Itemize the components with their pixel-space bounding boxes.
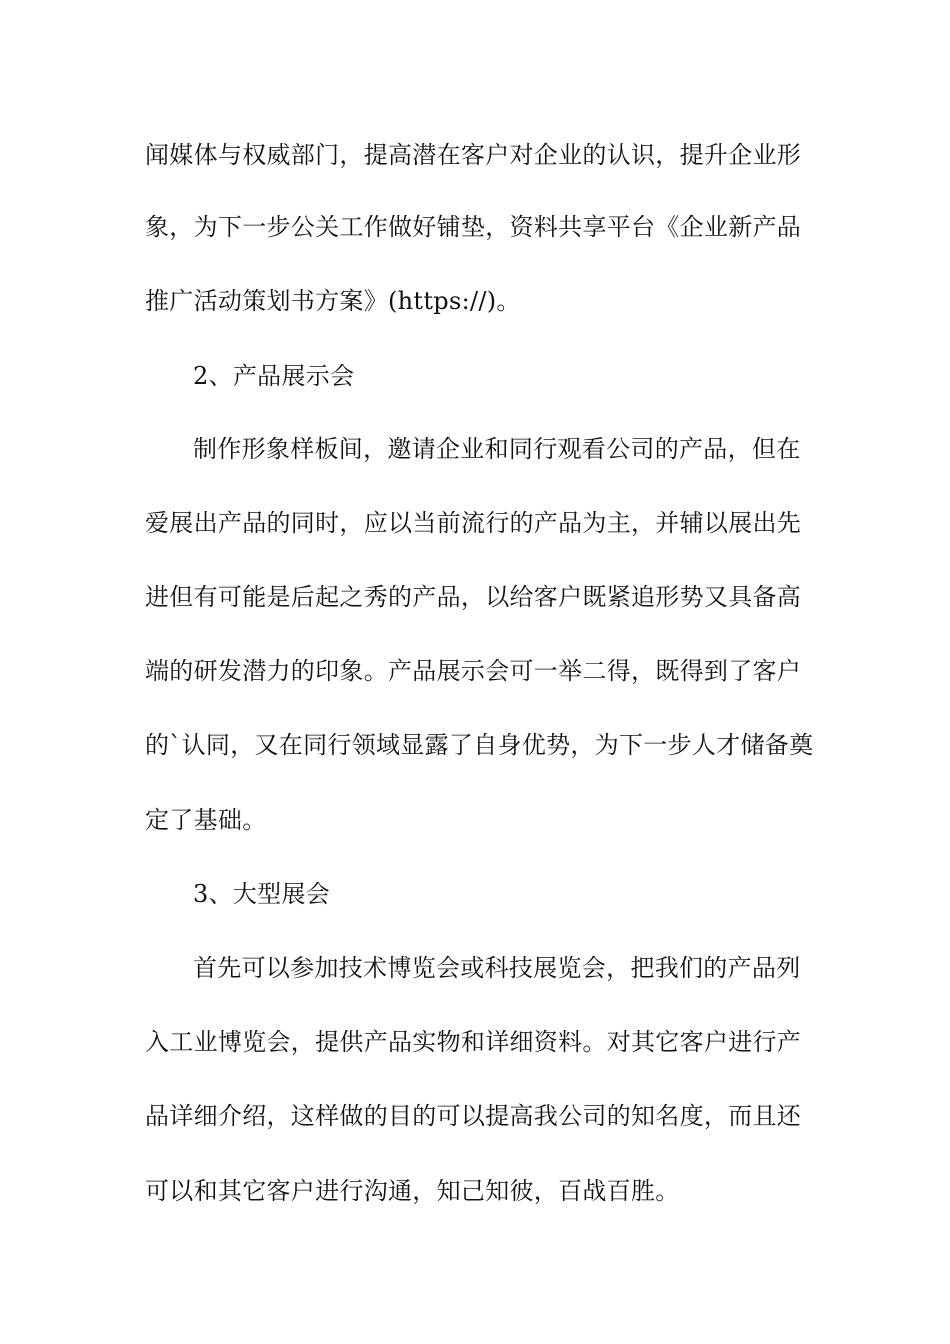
section-heading-2: 2、产品展示会 xyxy=(193,362,355,390)
text-line: 可以和其它客户进行沟通，知己知彼，百战百胜。 xyxy=(145,1177,680,1205)
text-line: 品详细介绍，这样做的目的可以提高我公司的知名度，而且还 xyxy=(145,1102,802,1130)
text-line: 闻媒体与权威部门，提高潜在客户对企业的认识，提升企业形 xyxy=(145,141,802,169)
text-line: 进但有可能是后起之秀的产品，以给客户既紧追形势又具备高 xyxy=(145,583,802,611)
text-line: 象，为下一步公关工作做好铺垫，资料共享平台《企业新产品 xyxy=(145,213,802,241)
section-heading-3: 3、大型展会 xyxy=(193,880,331,908)
text-line: 端的研发潜力的印象。产品展示会可一举二得，既得到了客户 xyxy=(145,657,802,685)
text-line: 定了基础。 xyxy=(145,806,267,834)
text-line: 入工业博览会，提供产品实物和详细资料。对其它客户进行产 xyxy=(145,1028,802,1056)
text-line: 的`认同，又在同行领域显露了自身优势，为下一步人才储备奠 xyxy=(145,731,814,759)
text-line: 爱展出产品的同时，应以当前流行的产品为主，并辅以展出先 xyxy=(145,509,802,537)
text-line: 制作形象样板间，邀请企业和同行观看公司的产品，但在 xyxy=(193,435,801,463)
text-line: 首先可以参加技术博览会或科技展览会，把我们的产品列 xyxy=(193,954,801,982)
text-line: 推广活动策划书方案》(https://)。 xyxy=(145,287,521,315)
